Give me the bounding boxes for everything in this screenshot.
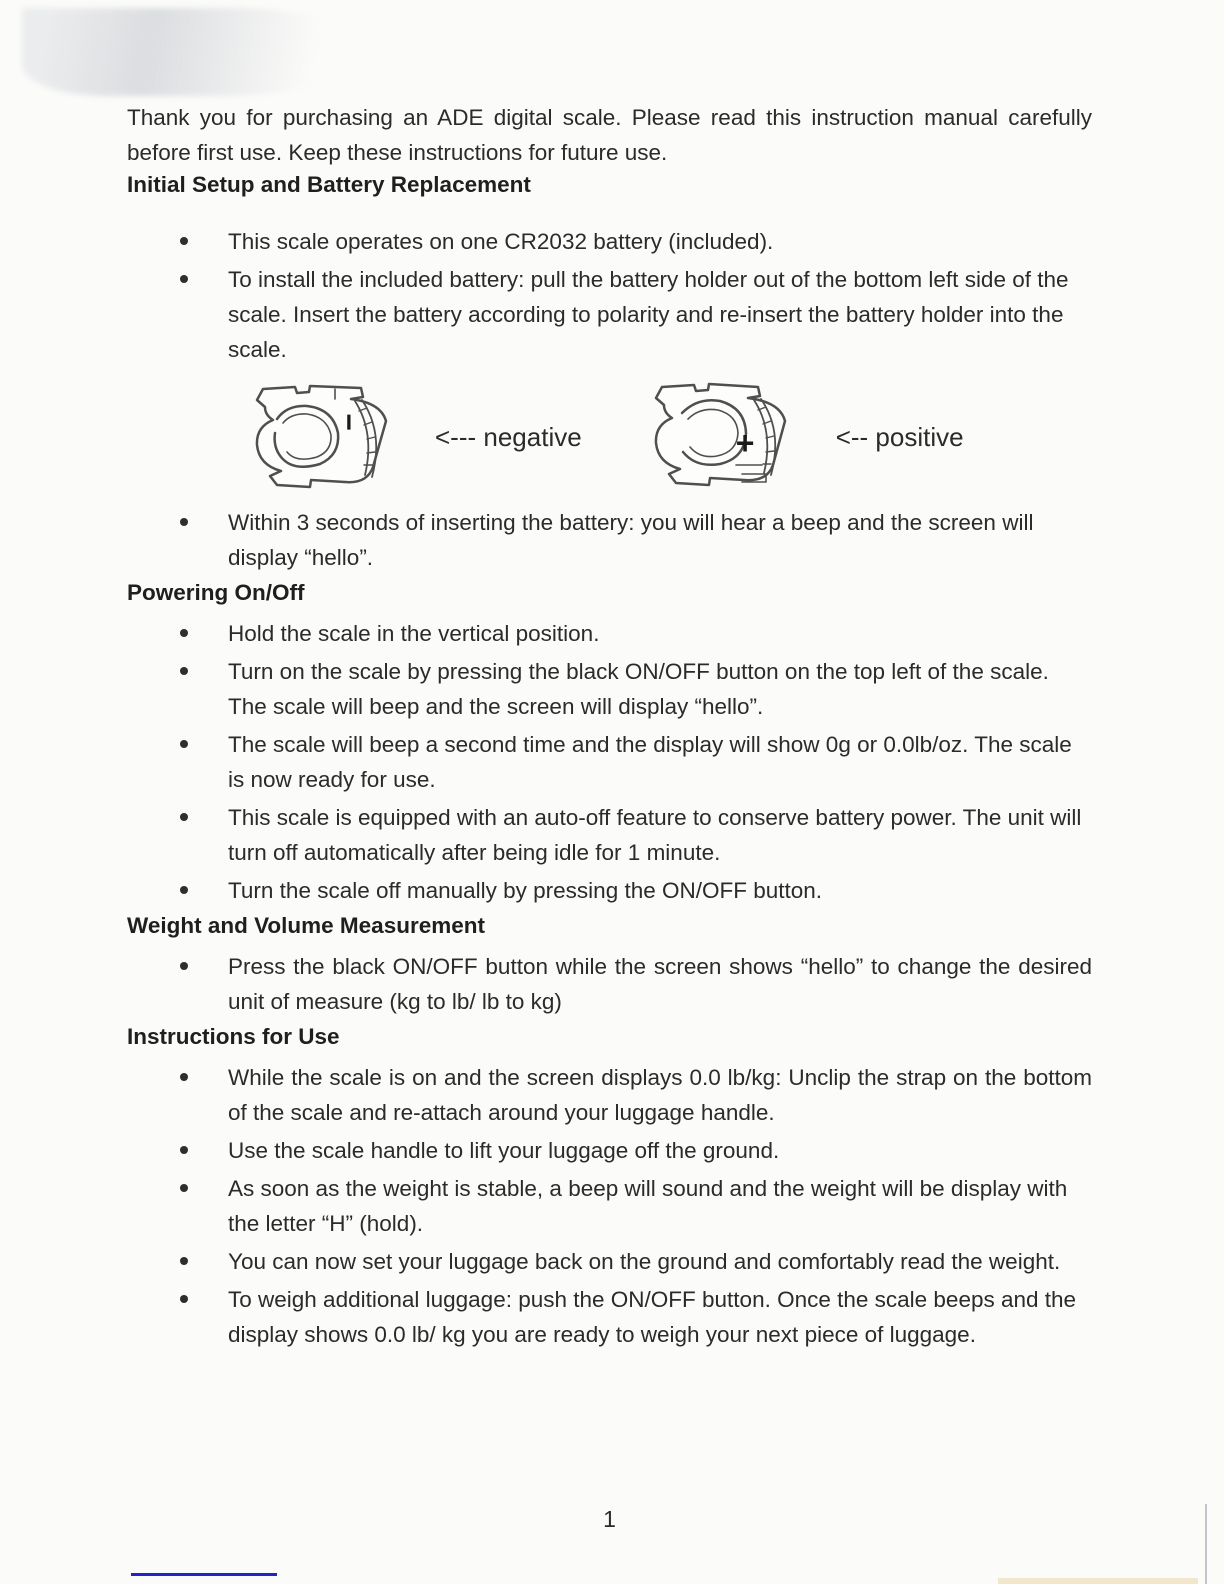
positive-figure: [624, 381, 964, 493]
scan-bottom-strip: [998, 1578, 1198, 1584]
bullet-item: As soon as the weight is stable, a beep will sound and the weight will be display with the letter “H” (hold).: [228, 1171, 1092, 1241]
plus-polarity-icon: +: [735, 425, 755, 461]
battery-holder-negative-icon: [223, 381, 409, 493]
page-number: 1: [603, 1506, 616, 1532]
bullet-item: This scale operates on one CR2032 battery (included).: [228, 224, 1092, 259]
blue-underline-mark: [131, 1573, 277, 1576]
positive-arrow-label: <-- positive: [835, 421, 964, 452]
scan-smudge-artifact: [22, 8, 362, 96]
bullet-item: Press the black ON/OFF button while the screen shows “hello” to change the desired unit of measure (kg to lb/ lb to kg): [228, 949, 1092, 1019]
manual-page: [127, 100, 1092, 1355]
bullet-list-initial-setup-continued: [127, 505, 1092, 575]
bullet-list-weight: [127, 949, 1092, 1019]
bullet-item: This scale is equipped with an auto-off feature to conserve battery power. The unit will turn off automatically after being idle for 1 minute.: [228, 800, 1092, 870]
bullet-list-instructions: [127, 1060, 1092, 1352]
battery-holder-positive-icon: [624, 381, 810, 493]
bullet-item: Turn on the scale by pressing the black ON/OFF button on the top left of the scale. The scale will beep and the screen will display “hello”.: [228, 654, 1092, 724]
negative-figure: [223, 381, 582, 493]
section-heading-weight: Weight and Volume Measurement: [127, 913, 485, 938]
scan-edge-line: [1205, 1504, 1207, 1584]
intro-paragraph: Thank you for purchasing an ADE digital scale. Please read this instruction manual carefully before first use. Keep these instructions for future use.: [127, 105, 1092, 165]
battery-polarity-figure: [223, 379, 1092, 495]
section-heading-powering: Powering On/Off: [127, 580, 305, 605]
bullet-item: You can now set your luggage back on the ground and comfortably read the weight.: [228, 1244, 1092, 1279]
bullet-item: To install the included battery: pull the battery holder out of the bottom left side of the scale. Insert the battery according to polarity and re-insert the battery holder into the scale.: [228, 262, 1092, 367]
bullet-list-initial-setup: [127, 224, 1092, 367]
minus-polarity-icon: −: [331, 413, 365, 431]
bullet-item: Within 3 seconds of inserting the battery: you will hear a beep and the screen will display “hello”.: [228, 505, 1092, 575]
bullet-item: To weigh additional luggage: push the ON/OFF button. Once the scale beeps and the display shows 0.0 lb/ kg you are ready to weigh your next piece of luggage.: [228, 1282, 1092, 1352]
bullet-list-powering: [127, 616, 1092, 908]
bullet-item: Use the scale handle to lift your luggage off the ground.: [228, 1133, 1092, 1168]
bullet-item: The scale will beep a second time and the display will show 0g or 0.0lb/oz. The scale is now ready for use.: [228, 727, 1092, 797]
bullet-item: Hold the scale in the vertical position.: [228, 616, 1092, 651]
bullet-item: Turn the scale off manually by pressing the ON/OFF button.: [228, 873, 1092, 908]
bullet-item: While the scale is on and the screen displays 0.0 lb/kg: Unclip the strap on the bottom of the scale and re-attach around your luggage handle.: [228, 1060, 1092, 1130]
negative-arrow-label: <--- negative: [435, 421, 582, 452]
section-heading-initial-setup: Initial Setup and Battery Replacement: [127, 172, 531, 197]
section-heading-instructions: Instructions for Use: [127, 1024, 340, 1049]
